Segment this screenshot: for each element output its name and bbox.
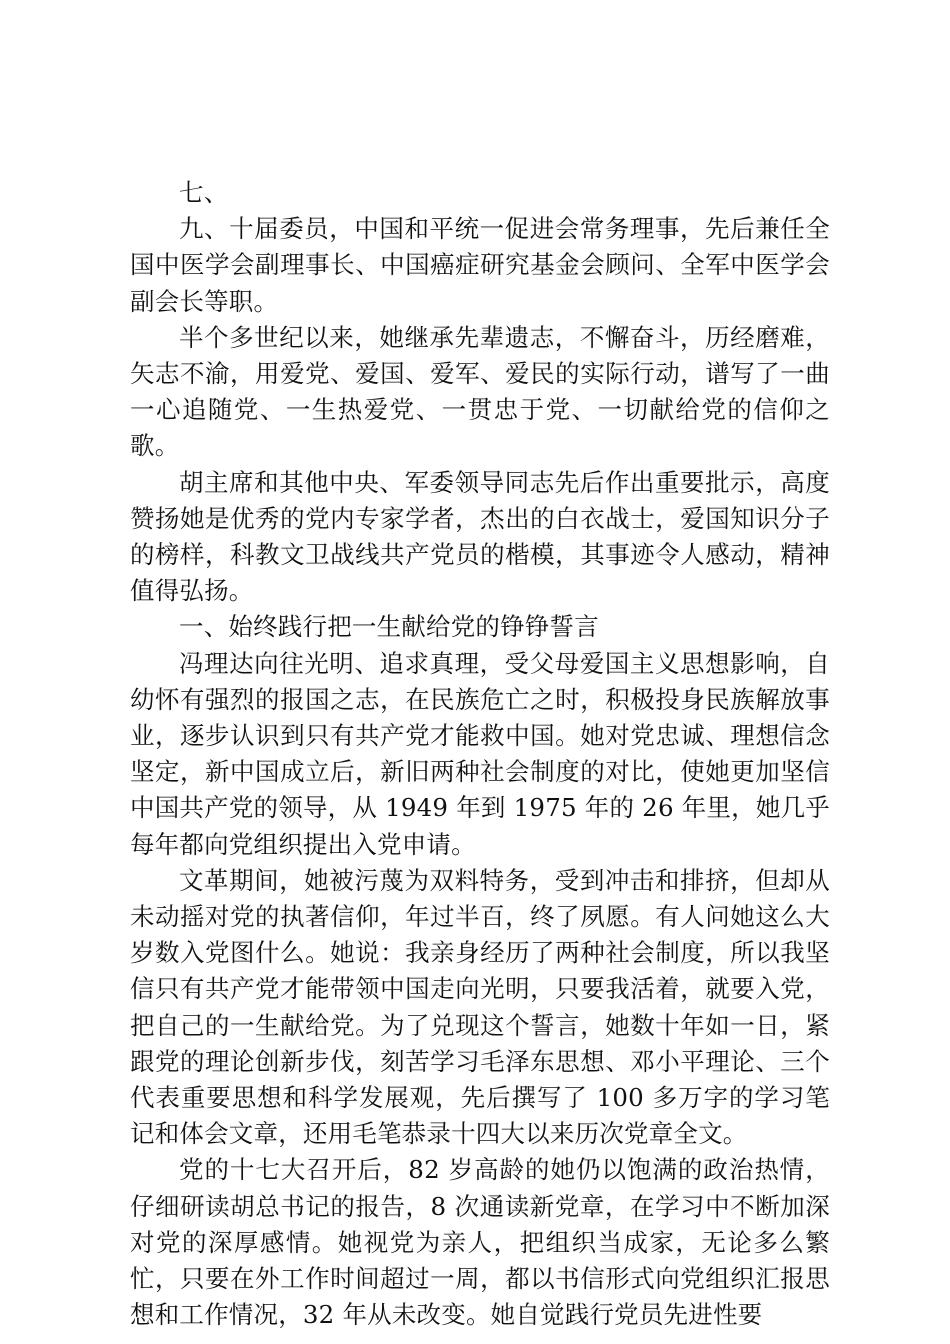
section-heading-one: 一、始终践行把一生献给党的铮铮誓言 bbox=[179, 612, 599, 642]
paragraph-seventeenth-congress: 党的十七大召开后，82 岁高龄的她仍以饱满的政治热情，仔细研读胡总书记的报告，8 次通读新党章，在学习中不断加深对党的深厚感情。她视党为亲人，把组织当成家，无论多么繁忙，只要在外工作时间超过一周，都以书信形式向党组织汇报思想和工作情况，32 年从未改变。她自觉践行党员先进性要 bbox=[130, 1155, 830, 1330]
paragraph-pursuit-of-truth: 冯理达向往光明、追求真理，受父母爱国主义思想影响，自幼怀有强烈的报国之志，在民族危亡之时，积极投身民族解放事业，逐步认识到只有共产党才能救中国。她对党忠诚、理想信念坚定，新中国成立后，新旧两种社会制度的对比，使她更加坚信中国共产党的领导，从 1949 年到 1975 年的 26 年里，她几乎每年都向党组织提出入党申请。 bbox=[130, 648, 830, 859]
paragraph-positions: 九、十届委员，中国和平统一促进会常务理事，先后兼任全国中医学会副理事长、中国癌症研究基金会顾问、全军中医学会副会长等职。 bbox=[130, 214, 830, 316]
paragraph-leader-instructions: 胡主席和其他中央、军委领导同志先后作出重要批示，高度赞扬她是优秀的党内专家学者，杰出的白衣战士，爱国知识分子的榜样，科教文卫战线共产党员的楷模，其事迹令人感动，精神值得弘扬。 bbox=[130, 467, 830, 606]
paragraph-section-number: 七、 bbox=[179, 178, 229, 207]
paragraph-cultural-revolution: 文革期间，她被污蔑为双料特务，受到冲击和排挤，但却从未动摇对党的执著信仰，年过半百，终了夙愿。有人问她这么大岁数入党图什么。她说：我亲身经历了两种社会制度，所以我坚信只有共产党才能带领中国走向光明，只要我活着，就要入党，把自己的一生献给党。为了兑现这个誓言，她数十年如一日，紧跟党的理论创新步伐，刻苦学习毛泽东思想、邓小平理论、三个代表重要思想和科学发展观，先后撰写了 100 多万字的学习笔记和体会文章，还用毛笔恭录十四大以来历次党章全文。 bbox=[130, 865, 830, 1149]
paragraph-half-century: 半个多世纪以来，她继承先辈遗志，不懈奋斗，历经磨难，矢志不渝，用爱党、爱国、爱军、爱民的实际行动，谱写了一曲一心追随党、一生热爱党、一贯忠于党、一切献给党的信仰之歌。 bbox=[130, 322, 830, 461]
document-body bbox=[130, 175, 830, 1334]
